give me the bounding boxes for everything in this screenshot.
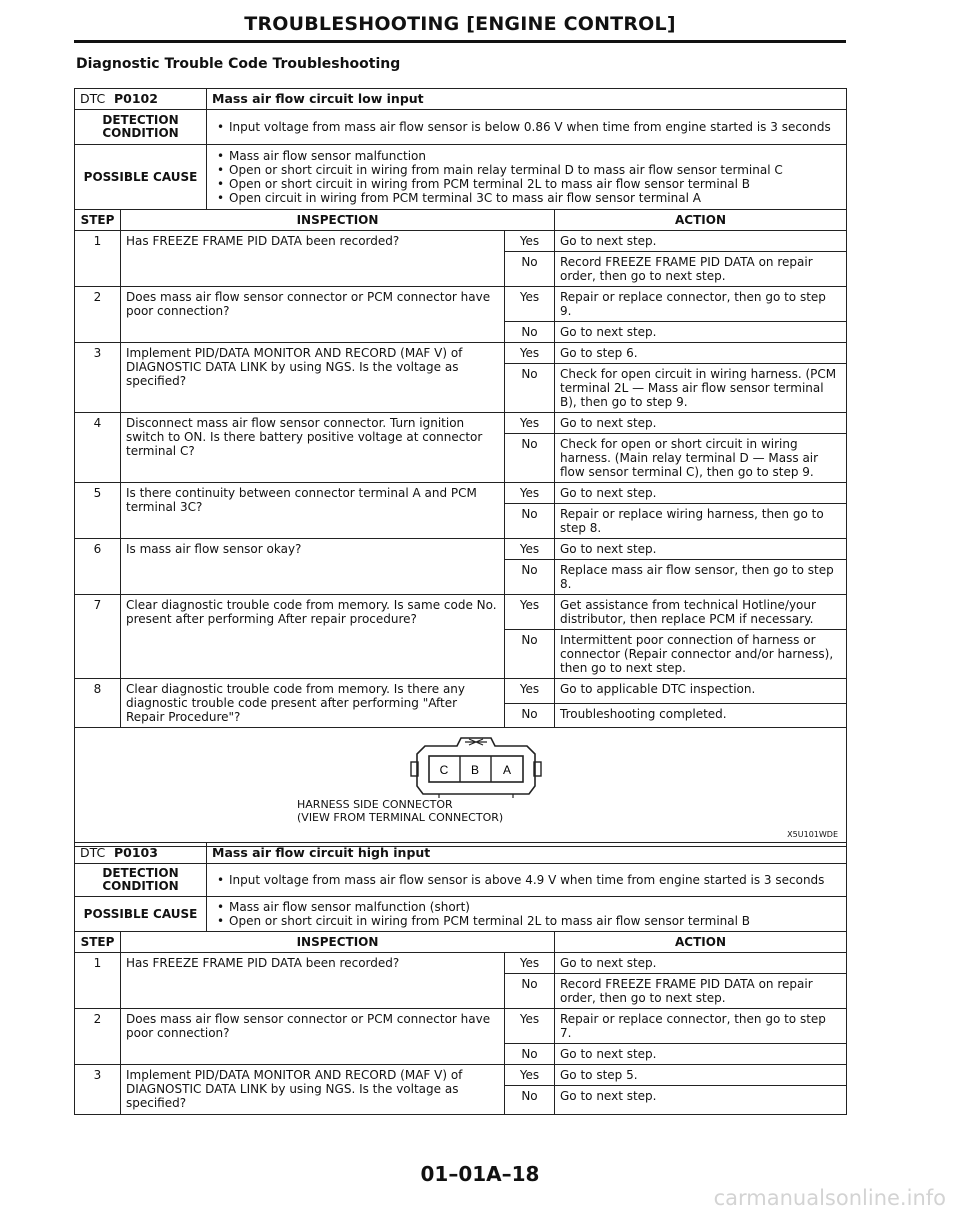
connector-diagram [75, 728, 847, 847]
page-title: TROUBLESHOOTING [ENGINE CONTROL] [244, 13, 676, 35]
detection-row [75, 110, 847, 145]
step-inspection: Clear diagnostic trouble code from memory. Is there any diagnostic trouble code present after performing "After Repair Procedure"? [121, 679, 505, 728]
detection-label: DETECTION CONDITION [75, 864, 207, 897]
dtc-label: DTC [80, 845, 106, 860]
dtc-code-cell [75, 89, 207, 110]
dtc-code-row [75, 89, 847, 110]
no-action: Troubleshooting completed. [555, 703, 847, 728]
cause-item: • Mass air flow sensor malfunction [229, 149, 840, 163]
diagram-row [75, 728, 847, 847]
terminal-c-label: C [439, 763, 449, 777]
no-action: Record FREEZE FRAME PID DATA on repair order, then go to next step. [555, 974, 847, 1009]
detection-list [213, 873, 840, 887]
no-action: Go to next step. [555, 1044, 847, 1065]
cause-label: POSSIBLE CAUSE [75, 897, 207, 932]
detection-cell [207, 110, 847, 145]
cause-list [213, 149, 840, 205]
no-label: No [505, 504, 555, 539]
cause-row [75, 145, 847, 210]
step-number: 8 [75, 679, 121, 728]
dtc-code-cell [75, 843, 207, 864]
harness-connector-icon [409, 736, 543, 798]
yes-action: Get assistance from technical Hotline/your distributor, then replace PCM if necessary. [555, 595, 847, 630]
dtc-title: Mass air flow circuit high input [207, 843, 847, 864]
no-action: Go to next step. [555, 1086, 847, 1115]
no-label: No [505, 322, 555, 343]
detection-row [75, 864, 847, 897]
cause-item: • Open or short circuit in wiring from PCM terminal 2L to mass air flow sensor terminal B [229, 914, 840, 928]
no-label: No [505, 703, 555, 728]
dtc-table-p0102 [74, 88, 847, 847]
step-inspection: Disconnect mass air flow sensor connector. Turn ignition switch to ON. Is there battery positive voltage at connector terminal C? [121, 413, 505, 483]
watermark-text: carmanualsonline.info [713, 1186, 946, 1210]
yes-label: Yes [505, 231, 555, 252]
header-step: STEP [75, 932, 121, 953]
terminal-a-label: A [502, 763, 512, 777]
step-number: 3 [75, 1065, 121, 1115]
yes-action: Go to step 6. [555, 343, 847, 364]
no-label: No [505, 560, 555, 595]
no-action: Replace mass air flow sensor, then go to step 8. [555, 560, 847, 595]
step-inspection: Is there continuity between connector terminal A and PCM terminal 3C? [121, 483, 505, 539]
terminal-b-label: B [470, 763, 480, 777]
yes-label: Yes [505, 539, 555, 560]
yes-action: Go to applicable DTC inspection. [555, 679, 847, 704]
step-inspection: Implement PID/DATA MONITOR AND RECORD (MAF V) of DIAGNOSTIC DATA LINK by using NGS. Is the voltage as specified? [121, 1065, 505, 1115]
table-row [75, 287, 847, 322]
yes-label: Yes [505, 953, 555, 974]
cause-cell [207, 145, 847, 210]
cause-label: POSSIBLE CAUSE [75, 145, 207, 210]
no-label: No [505, 434, 555, 483]
table-row [75, 483, 847, 504]
step-number: 5 [75, 483, 121, 539]
yes-action: Go to next step. [555, 413, 847, 434]
yes-label: Yes [505, 1009, 555, 1044]
step-inspection: Clear diagnostic trouble code from memory. Is same code No. present after performing After repair procedure? [121, 595, 505, 679]
step-number: 6 [75, 539, 121, 595]
table-row [75, 343, 847, 364]
dtc-label: DTC [80, 91, 106, 106]
no-action: Go to next step. [555, 322, 847, 343]
header-action: ACTION [555, 932, 847, 953]
step-number: 2 [75, 287, 121, 343]
detection-label: DETECTION CONDITION [75, 110, 207, 145]
no-label: No [505, 630, 555, 679]
step-number: 7 [75, 595, 121, 679]
cause-cell [207, 897, 847, 932]
step-inspection: Is mass air flow sensor okay? [121, 539, 505, 595]
caption-line: HARNESS SIDE CONNECTOR [297, 798, 453, 811]
yes-action: Go to next step. [555, 953, 847, 974]
detection-item: • Input voltage from mass air flow sensor is above 4.9 V when time from engine started is 3 seconds [229, 873, 840, 887]
step-number: 1 [75, 953, 121, 1009]
detection-list [213, 120, 840, 134]
step-number: 4 [75, 413, 121, 483]
yes-action: Go to next step. [555, 231, 847, 252]
yes-label: Yes [505, 413, 555, 434]
step-number: 3 [75, 343, 121, 413]
yes-label: Yes [505, 1065, 555, 1086]
header-action: ACTION [555, 210, 847, 231]
yes-label: Yes [505, 595, 555, 630]
step-inspection: Has FREEZE FRAME PID DATA been recorded? [121, 231, 505, 287]
yes-label: Yes [505, 679, 555, 704]
table-row [75, 1009, 847, 1044]
cause-item: • Open circuit in wiring from PCM terminal 3C to mass air flow sensor terminal A [229, 191, 840, 205]
no-action: Record FREEZE FRAME PID DATA on repair order, then go to next step. [555, 252, 847, 287]
yes-action: Go to next step. [555, 539, 847, 560]
table-row [75, 413, 847, 434]
no-label: No [505, 1086, 555, 1115]
cause-list [213, 900, 840, 928]
no-label: No [505, 364, 555, 413]
page-header [74, 0, 846, 43]
table-row [75, 595, 847, 630]
table-row [75, 1065, 847, 1086]
section-title: Diagnostic Trouble Code Troubleshooting [76, 56, 401, 72]
yes-action: Repair or replace connector, then go to step 9. [555, 287, 847, 322]
page-number: 01–01A–18 [420, 1162, 540, 1186]
dtc-title: Mass air flow circuit low input [207, 89, 847, 110]
table-header-row [75, 210, 847, 231]
step-inspection: Does mass air flow sensor connector or PCM connector have poor connection? [121, 1009, 505, 1065]
table-row [75, 539, 847, 560]
dtc-table-p0103 [74, 842, 847, 1115]
dtc-code: P0102 [113, 91, 158, 106]
no-label: No [505, 1044, 555, 1065]
step-inspection: Does mass air flow sensor connector or PCM connector have poor connection? [121, 287, 505, 343]
cause-item: • Open or short circuit in wiring from PCM terminal 2L to mass air flow sensor terminal B [229, 177, 840, 191]
table-row [75, 953, 847, 974]
yes-label: Yes [505, 483, 555, 504]
step-number: 1 [75, 231, 121, 287]
yes-label: Yes [505, 343, 555, 364]
table-row [75, 679, 847, 704]
cause-row [75, 897, 847, 932]
dtc-code: P0103 [113, 845, 158, 860]
no-action: Repair or replace wiring harness, then go to step 8. [555, 504, 847, 539]
yes-label: Yes [505, 287, 555, 322]
no-label: No [505, 252, 555, 287]
dtc-code-row [75, 843, 847, 864]
yes-action: Go to next step. [555, 483, 847, 504]
step-inspection: Implement PID/DATA MONITOR AND RECORD (MAF V) of DIAGNOSTIC DATA LINK by using NGS. Is the voltage as specified? [121, 343, 505, 413]
cause-item: • Open or short circuit in wiring from main relay terminal D to mass air flow sensor terminal C [229, 163, 840, 177]
yes-action: Go to step 5. [555, 1065, 847, 1086]
detection-item: • Input voltage from mass air flow sensor is below 0.86 V when time from engine started is 3 seconds [229, 120, 840, 134]
no-label: No [505, 974, 555, 1009]
diagram-caption [297, 798, 503, 824]
header-inspection: INSPECTION [121, 210, 555, 231]
header-step: STEP [75, 210, 121, 231]
no-action: Check for open or short circuit in wiring harness. (Main relay terminal D — Mass air flow sensor terminal C), then go to step 9. [555, 434, 847, 483]
header-inspection: INSPECTION [121, 932, 555, 953]
step-inspection: Has FREEZE FRAME PID DATA been recorded? [121, 953, 505, 1009]
figure-code: X5U101WDE [787, 830, 838, 839]
no-action: Check for open circuit in wiring harness. (PCM terminal 2L — Mass air flow sensor terminal B), then go to step 9. [555, 364, 847, 413]
table-header-row [75, 932, 847, 953]
yes-action: Repair or replace connector, then go to step 7. [555, 1009, 847, 1044]
table-row [75, 231, 847, 252]
cause-item: • Mass air flow sensor malfunction (short) [229, 900, 840, 914]
step-number: 2 [75, 1009, 121, 1065]
no-action: Intermittent poor connection of harness or connector (Repair connector and/or harness), then go to next step. [555, 630, 847, 679]
caption-line: (VIEW FROM TERMINAL CONNECTOR) [297, 811, 504, 824]
detection-cell [207, 864, 847, 897]
